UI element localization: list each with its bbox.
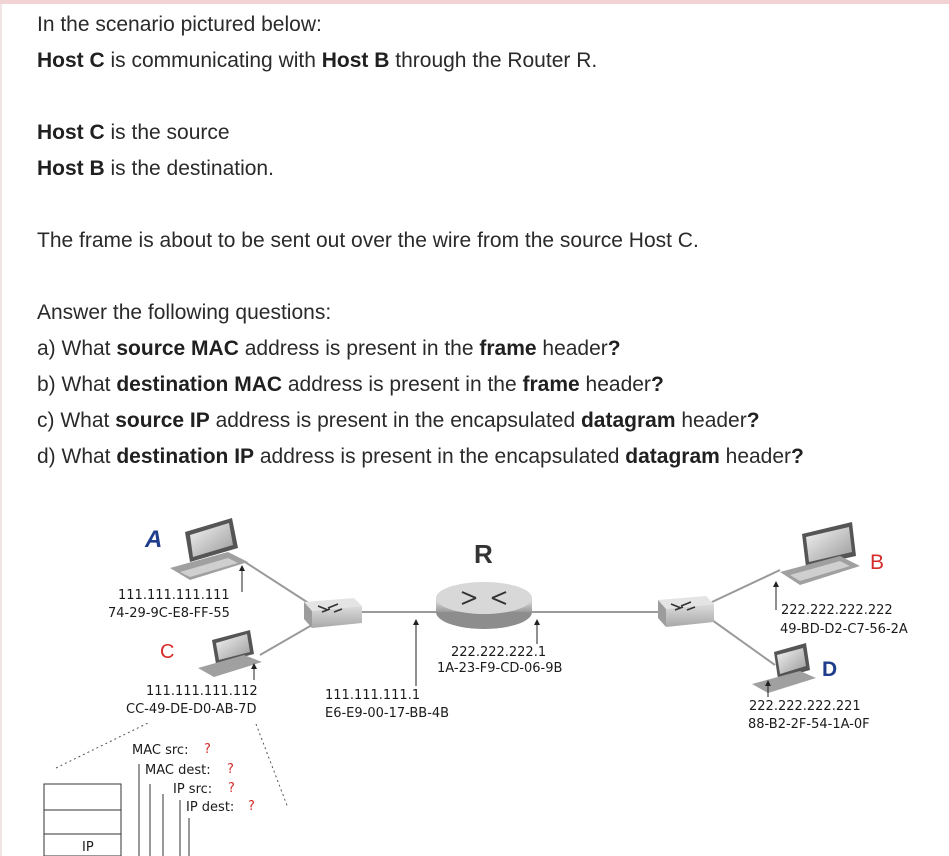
router-right-ip: 222.222.222.1: [451, 645, 547, 660]
host-a-ip: 111.111.111.111: [118, 588, 230, 603]
host-c-computer-icon: [198, 630, 262, 677]
zoom-line-right: [256, 724, 288, 808]
router-right-pointer-head: [534, 619, 540, 625]
scenario-line: In the scenario pictured below:: [37, 13, 322, 36]
ip-src-unknown: ?: [228, 781, 235, 796]
router-letter: R: [474, 539, 493, 569]
router-left-pointer-head: [413, 619, 419, 625]
link-switch-d: [712, 620, 775, 665]
link-c-switch: [260, 625, 312, 655]
host-a-computer-icon: [170, 518, 248, 580]
questions-heading: Answer the following questions:: [37, 301, 332, 324]
host-b-ip: 222.222.222.222: [781, 603, 893, 618]
host-b-computer-icon: [780, 522, 860, 585]
link-switch-b: [712, 570, 780, 602]
destination-line: Host B is the destination.: [37, 157, 274, 180]
ip-dest-unknown: ?: [248, 799, 255, 814]
mac-dest-unknown: ?: [227, 762, 234, 777]
right-switch-icon: [658, 596, 714, 627]
router-left-ip: 111.111.111.1: [325, 688, 421, 703]
ip-layer-label: IP: [82, 840, 94, 855]
protocol-stack: [44, 784, 121, 856]
host-c-letter: C: [160, 641, 175, 663]
host-b-mac: 49-BD-D2-C7-56-2A: [780, 622, 908, 637]
question-b: b) What destination MAC address is present in the frame header?: [37, 373, 664, 396]
mac-dest-label: MAC dest:: [145, 763, 211, 778]
left-switch-icon: [304, 598, 362, 628]
host-d-computer-icon: [752, 643, 816, 693]
host-d-letter: D: [822, 658, 838, 681]
mac-src-unknown: ?: [204, 742, 211, 757]
communication-line: Host C is communicating with Host B through the Router R.: [37, 49, 598, 72]
host-a-letter: A: [145, 526, 163, 553]
host-a-pointer-head: [239, 565, 245, 571]
router-left-mac: E6-E9-00-17-BB-4B: [325, 706, 450, 721]
router-right-mac: 1A-23-F9-CD-06-9B: [437, 661, 563, 676]
ip-src-label: IP src:: [173, 782, 213, 797]
host-b-letter: B: [870, 551, 885, 574]
host-d-ip: 222.222.222.221: [749, 699, 861, 714]
host-a-mac: 74-29-9C-E8-FF-55: [108, 606, 230, 621]
router-icon: [436, 582, 532, 629]
host-b-pointer-head: [773, 581, 779, 587]
question-d: d) What destination IP address is present in the encapsulated datagram header?: [37, 445, 804, 468]
question-a: a) What source MAC address is present in the frame header?: [37, 337, 621, 360]
ip-dest-label: IP dest:: [186, 800, 235, 815]
frame-header-fields: [132, 742, 255, 856]
frame-note: The frame is about to be sent out over the wire from the source Host C.: [37, 229, 699, 252]
mac-src-label: MAC src:: [132, 743, 189, 758]
host-d-mac: 88-B2-2F-54-1A-0F: [748, 717, 870, 732]
host-c-ip: 111.111.111.112: [146, 684, 258, 699]
question-c: c) What source IP address is present in the encapsulated datagram header?: [37, 409, 760, 432]
source-line: Host C is the source: [37, 121, 230, 144]
link-a-switch: [245, 562, 310, 604]
host-c-mac: CC-49-DE-D0-AB-7D: [126, 702, 257, 717]
